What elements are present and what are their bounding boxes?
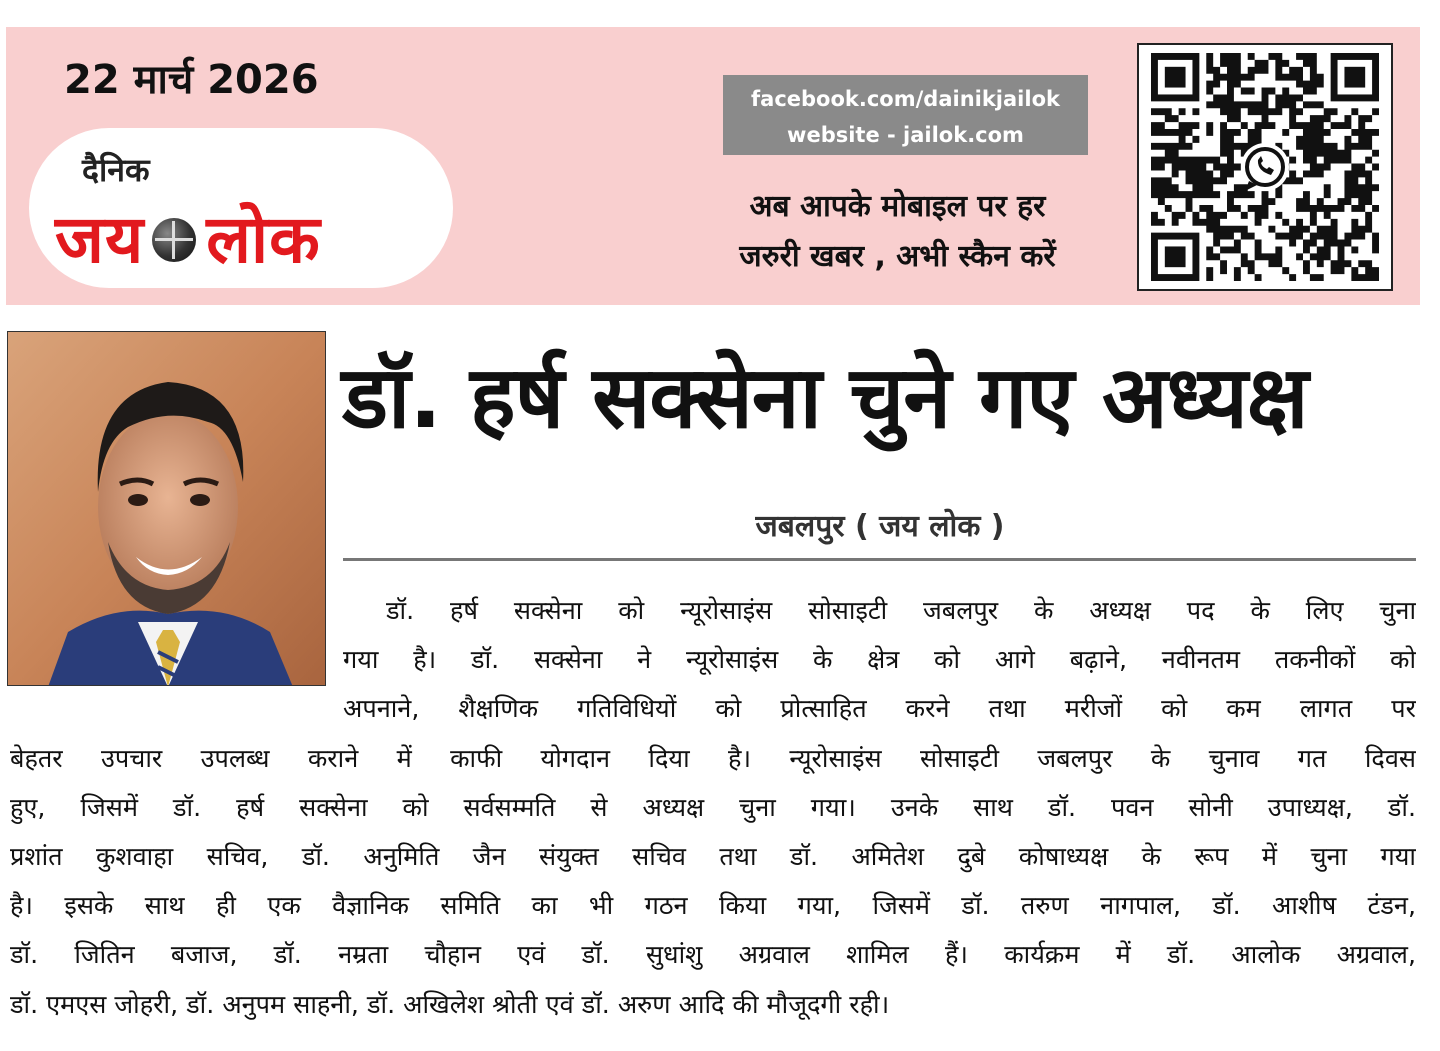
- social-links-box: [723, 75, 1088, 155]
- body-line: अपनाने, शैक्षणिक गतिविधियों को प्रोत्साहित करने तथा मरीजों को कम लागत पर: [343, 694, 1416, 724]
- body-line: गया है। डॉ. सक्सेना ने न्यूरोसाइंस के क्षेत्र को आगे बढ़ाने, नवीनतम तकनीकों को: [343, 645, 1416, 675]
- promo-line-1: अब आपके मोबाइल पर हर: [749, 189, 1046, 224]
- qr-code[interactable]: [1137, 43, 1393, 291]
- article-dateline: जबलपुर ( जय लोक ): [755, 509, 1005, 544]
- facebook-link[interactable]: facebook.com/dainikjailok: [751, 87, 1060, 111]
- promo-line-2: जरुरी खबर , अभी स्कैन करें: [739, 239, 1056, 274]
- qr-code-graphic: [1147, 53, 1383, 281]
- edition-date: 22 मार्च 2026: [64, 57, 319, 103]
- whatsapp-icon: [1241, 143, 1289, 191]
- article-body: [10, 586, 1416, 1029]
- body-line: डॉ. एमएस जोहरी, डॉ. अनुपम साहनी, डॉ. अखिलेश श्रोती एवं डॉ. अरुण आदि की मौजूदगी रही।: [10, 989, 890, 1019]
- headline-divider: [343, 558, 1416, 561]
- logo-small-text: दैनिक: [82, 151, 150, 189]
- globe-icon: [152, 218, 196, 262]
- newspaper-logo: [55, 192, 321, 282]
- body-line: डॉ. जितिन बजाज, डॉ. नम्रता चौहान एवं डॉ. सुधांशु अग्रवाल शामिल हैं। कार्यक्रम में डॉ. आलोक अग्रवाल,: [10, 940, 1416, 970]
- website-link[interactable]: website - jailok.com: [787, 123, 1024, 147]
- body-line: डॉ. हर्ष सक्सेना को न्यूरोसाइंस सोसाइटी जबलपुर के अध्यक्ष पद के लिए चुना: [386, 596, 1416, 625]
- logo-word-lok: लोक: [206, 201, 321, 278]
- body-line: प्रशांत कुशवाहा सचिव, डॉ. अनुमिति जैन संयुक्त सचिव तथा डॉ. अमितेश दुबे कोषाध्यक्ष के रूप में चुना गया: [10, 841, 1416, 871]
- article-headline: डॉ. हर्ष सक्सेना चुने गए अध्यक्ष: [342, 348, 1308, 448]
- scan-promo: [700, 182, 1095, 282]
- logo-word-jai: जय: [55, 201, 145, 278]
- body-line: बेहतर उपचार उपलब्ध कराने में काफी योगदान दिया है। न्यूरोसाइंस सोसाइटी जबलपुर के चुनाव गत दिवस: [10, 743, 1416, 773]
- body-line: है। इसके साथ ही एक वैज्ञानिक समिति का भी गठन किया गया, जिसमें डॉ. तरुण नागपाल, डॉ. आशीष टंडन,: [10, 891, 1416, 921]
- body-line: हुए, जिसमें डॉ. हर्ष सक्सेना को सर्वसम्मति से अध्यक्ष चुना गया। उनके साथ डॉ. पवन सोनी उपाध्यक्ष, डॉ.: [10, 792, 1416, 822]
